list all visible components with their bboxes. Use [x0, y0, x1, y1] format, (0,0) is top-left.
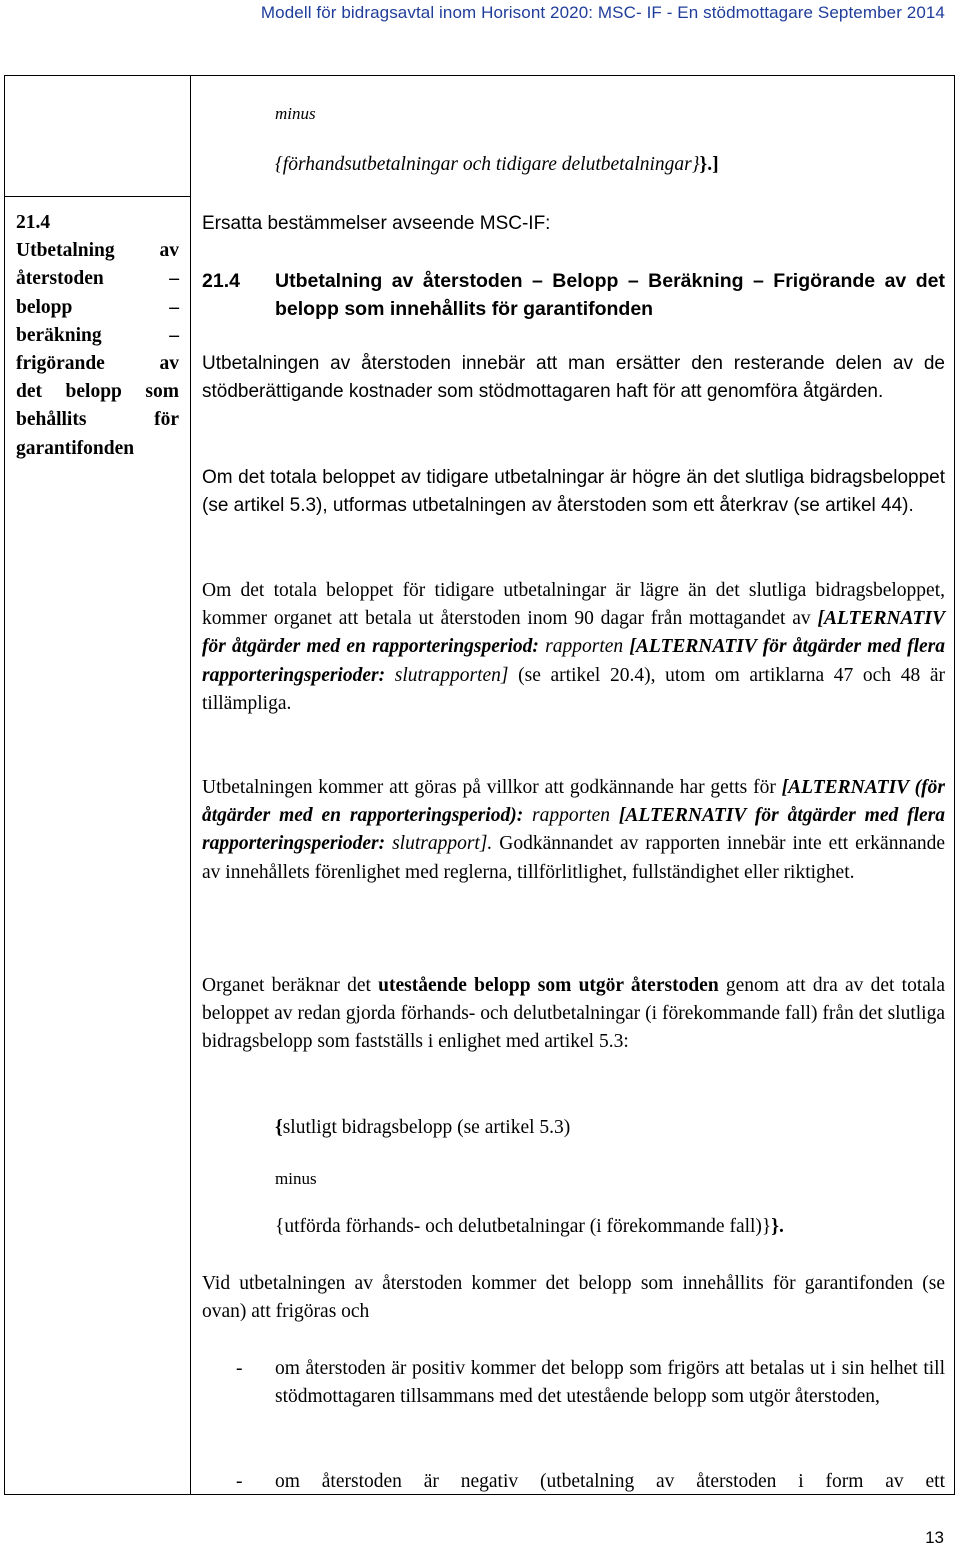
p4-alt1: [ALTERNATIV (för åtgärder med en rapporteringsperiod): [202, 777, 945, 827]
p4-text-end: Godkännandet av rapporten innebär inte ett erkännande av innehållets förenlighet med reglerna, tillförlitlighet, fullständighet eller riktighet. [202, 833, 946, 883]
list-dash: - [236, 1358, 243, 1379]
formula-line3-text: {utförda förhands- och delutbetalningar (i förekommande fall)} [275, 1216, 772, 1237]
formula-line-3 [275, 1213, 784, 1241]
page-number: 13 [925, 1528, 944, 1547]
list-item-text: om återstoden är positiv kommer det belopp som frigörs att betalas ut i sin helhet till stödmottagaren tillsammans med det utestående belopp som utgör återstoden, [275, 1358, 945, 1408]
formula-line-1 [275, 1114, 570, 1142]
formula-brace: { [275, 1117, 283, 1138]
document-header: Modell för bidragsavtal inom Horisont 2020: MSC- IF - En stödmottagare September 2014 [260, 3, 945, 22]
left-heading-line: beräkning – [16, 324, 179, 346]
left-heading [16, 209, 179, 463]
section-number: 21.4 [202, 270, 240, 292]
p3-report: rapporten [538, 636, 630, 658]
p5-bold: utestående belopp som utgör återstoden [378, 975, 719, 996]
replace-note: Ersatta bestämmelser avseende MSC-IF: [202, 213, 551, 234]
left-heading-line: belopp – [16, 296, 179, 318]
section-title: Utbetalning av återstoden – Belopp – Beräkning – Frigörande av det belopp som innehållits för garantifonden [275, 270, 945, 321]
p3-alt1: [ALTERNATIV för åtgärder med en rapporteringsperiod: [202, 608, 945, 658]
p5-text: Organet beräknar det [202, 975, 379, 996]
minus-label-top: minus [275, 104, 316, 123]
p4-final-report: slutrapport]. [385, 833, 493, 855]
paragraph-5 [202, 972, 945, 1057]
paragraph-3 [202, 577, 945, 718]
p3-text: Om det totala beloppet för tidigare utbetalningar är lägre än det slutliga bidragsbeloppet, kommer organet att betala ut återstoden inom 90 dagar från mottagandet av [202, 580, 945, 630]
paragraph-4 [202, 774, 945, 887]
p4-alt2: [ALTERNATIV för åtgärder med flera rapporteringsperioder: [202, 805, 945, 855]
top-formula-text: {förhandsutbetalningar och tidigare delutbetalningar} [275, 154, 700, 175]
p3-text-end: (se artikel 20.4), utom om artiklarna 47 och 48 är tillämpliga. [202, 664, 945, 714]
paragraph-1: Utbetalningen av återstoden innebär att man ersätter den resterande delen av de stödberättigande kostnader som stödmottagaren haft för att genomföra åtgärden. [202, 353, 945, 403]
left-heading-line: återstoden – [16, 268, 179, 290]
formula-minus: minus [275, 1169, 317, 1188]
left-heading-line: frigörande av [16, 353, 179, 375]
top-formula-end: }.] [699, 154, 719, 175]
top-formula [275, 151, 719, 179]
paragraph-6: Vid utbetalningen av återstoden kommer det belopp som innehållits för garantifonden (se ovan) att frigöras och [202, 1273, 945, 1323]
left-heading-line: 21.4 [16, 212, 51, 233]
formula-text: slutligt bidragsbelopp (se artikel 5.3) [282, 1117, 571, 1138]
left-heading-line: behållits för [16, 409, 179, 431]
list-item-text: om återstoden är negativ (utbetalning av återstoden i form av ett [275, 1471, 945, 1492]
formula-line3-end: }. [771, 1216, 784, 1237]
p4-report: rapporten [523, 805, 619, 827]
column-divider [190, 75, 191, 1495]
left-heading-line: det belopp som [16, 381, 179, 403]
p4-text: Utbetalningen kommer att göras på villkor att godkännande har getts för [202, 777, 782, 798]
p5-text-end: genom att dra av det totala beloppet av redan gjorda förhands- och delutbetalningar (i förekommande fall) från det slutliga bidragsbelopp som fastställs i enlighet med artikel 5.3: [202, 975, 945, 1053]
p3-alt2: [ALTERNATIV för åtgärder med flera rapporteringsperioder: [202, 636, 946, 686]
row-divider [4, 196, 191, 197]
left-heading-line: Utbetalning av [16, 240, 179, 262]
p3-final-report: slutrapporten] [385, 664, 509, 686]
list-dash: - [236, 1471, 243, 1492]
left-heading-line: garantifonden [16, 437, 135, 459]
paragraph-2: Om det totala beloppet av tidigare utbetalningar är högre än det slutliga bidragsbeloppet (se artikel 5.3), utformas utbetalningen av återstoden som ett återkrav (se artikel 44). [202, 467, 945, 517]
